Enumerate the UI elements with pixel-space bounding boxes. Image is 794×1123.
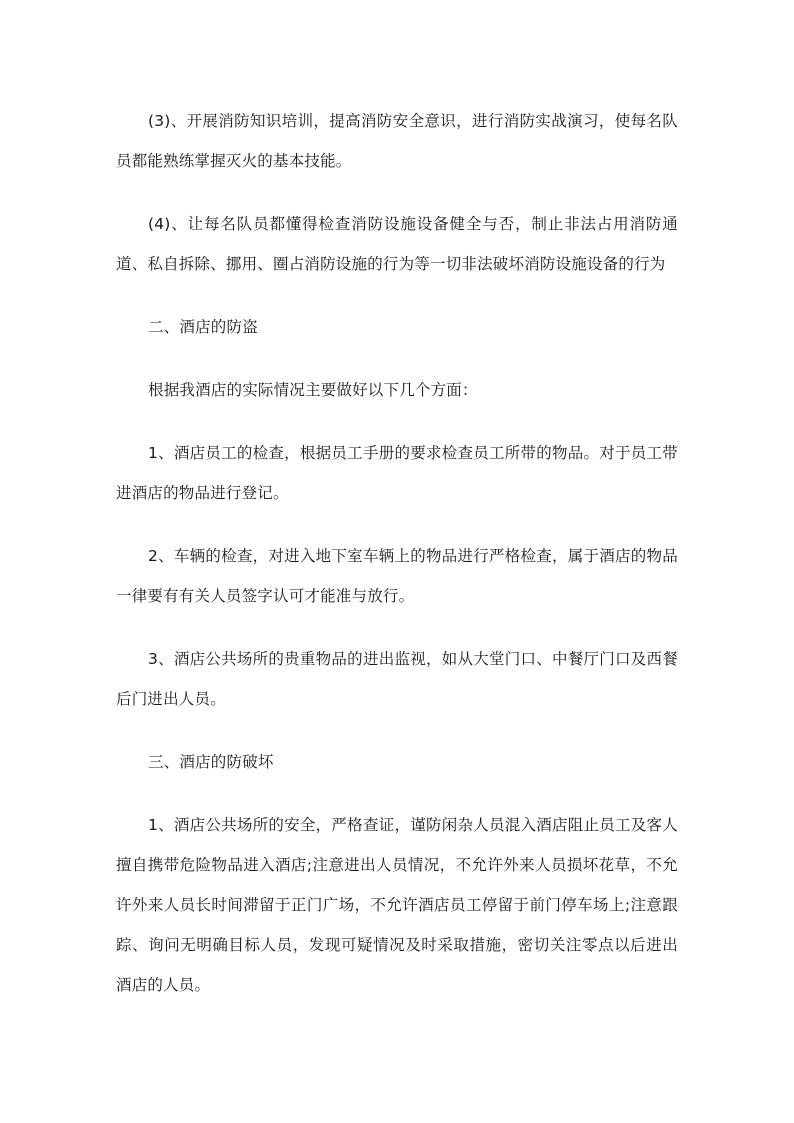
paragraph-fire-training: (3)、开展消防知识培训，提高消防安全意识，进行消防实战演习，使每名队员都能熟练掌握灭火的基本技能。 [116, 112, 678, 170]
paragraph-fire-facilities: (4)、让每名队员都懂得检查消防设施设备健全与否，制止非法占用消防通道、私自拆除、挪用、圈占消防设施的行为等一切非法破坏消防设施设备的行为 [116, 215, 678, 273]
paragraph-staff-inspection: 1、酒店员工的检查，根据员工手册的要求检查员工所带的物品。对于员工带进酒店的物品进行登记。 [116, 444, 678, 502]
paragraph-vehicle-inspection: 2、车辆的检查，对进入地下室车辆上的物品进行严格检查，属于酒店的物品一律要有有关人员签字认可才能准与放行。 [116, 547, 678, 605]
paragraph-public-area-security: 1、酒店公共场所的安全，严格查证，谨防闲杂人员混入酒店阻止员工及客人擅自携带危险物品进入酒店;注意进出人员情况，不允许外来人员损坏花草，不允许外来人员长时间滞留于正门广场，不允许酒店员工停留于前门停车场上;注意跟踪、询问无明确目标人员，发现可疑情况及时采取措施，密切关注零点以后进出酒店的人员。 [116, 816, 678, 994]
paragraph-theft-intro: 根据我酒店的实际情况主要做好以下几个方面： [148, 381, 478, 399]
section-heading-sabotage-prevention: 三、酒店的防破坏 [148, 753, 274, 771]
section-heading-theft-prevention: 二、酒店的防盗 [148, 318, 258, 336]
document-body [116, 101, 678, 1005]
paragraph-valuables-monitoring: 3、酒店公共场所的贵重物品的进出监视，如从大堂门口、中餐厅门口及西餐后门进出人员。 [116, 650, 678, 708]
